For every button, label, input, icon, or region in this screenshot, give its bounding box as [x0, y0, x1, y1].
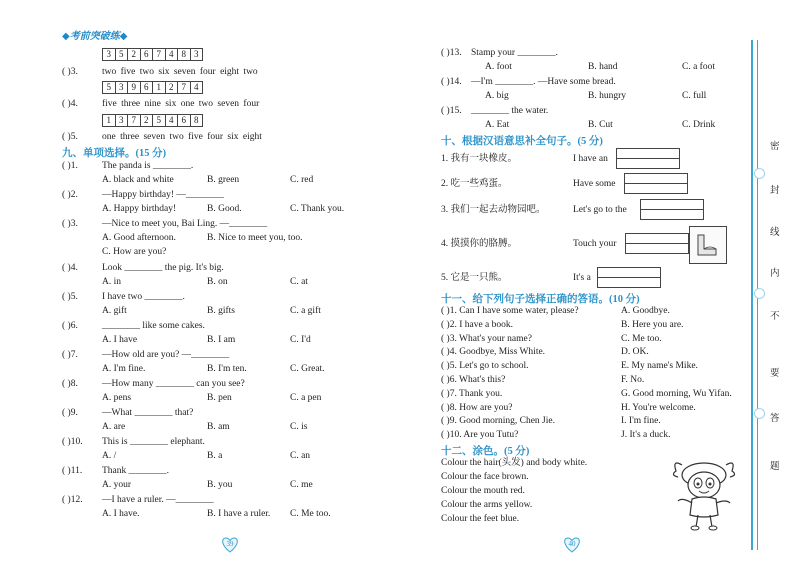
answer-option: B. I am [207, 335, 236, 345]
answer-option: A. / [102, 451, 117, 461]
question-stem: I have two ________. [102, 292, 185, 302]
answer-option: B. gifts [207, 306, 235, 316]
section-title: 十、根据汉语意思补全句子。(5 分) [441, 136, 603, 147]
english-prompt: It's a [573, 273, 591, 283]
question-stem: —How many ________ can you see? [102, 379, 245, 389]
seal-char: 线 [770, 227, 780, 238]
answer-option: C. me [290, 480, 313, 490]
answer-option: C. a pen [290, 393, 322, 403]
answer-option: A. foot [485, 62, 512, 72]
answer-option: A. in [102, 277, 121, 287]
binding-dot [754, 408, 765, 419]
seal-char: 要 [770, 368, 780, 379]
answer-option: C. an [290, 451, 311, 461]
answer-option: C. Thank you. [290, 204, 345, 214]
answer-box[interactable] [616, 148, 680, 169]
question-label: ( )7. [62, 350, 78, 360]
word-sequence: five three nine six one two seven four [102, 99, 260, 109]
question-label: ( )14. [441, 77, 462, 87]
question-label: ( )3. [62, 67, 78, 77]
answer-option: A. pens [102, 393, 132, 403]
question-label: ( )9. [62, 408, 78, 418]
chinese-prompt: 4. 摸摸你的胳膊。 [441, 239, 518, 249]
seal-char: 答 [770, 413, 780, 424]
answer-option: A. Eat [485, 120, 510, 130]
answer-option: A. I have [102, 335, 138, 345]
answer-option: B. hand [588, 62, 618, 72]
answer-option: B. on [207, 277, 228, 287]
seal-char: 封 [770, 185, 780, 196]
match-question: ( )2. I have a book. [441, 319, 514, 330]
match-question: ( )7. Thank you. [441, 388, 503, 399]
colour-instruction: Colour the mouth red. [441, 486, 525, 496]
match-answer: H. You're welcome. [621, 402, 696, 413]
chinese-prompt: 5. 它是一只熊。 [441, 273, 508, 283]
answer-option: A. I have. [102, 509, 140, 519]
match-question: ( )8. How are you? [441, 402, 513, 413]
binding-line [751, 40, 753, 550]
match-answer: A. Goodbye. [621, 306, 670, 316]
match-answer: I. I'm fine. [621, 416, 661, 427]
question-label: ( )13. [441, 48, 462, 58]
section-title: 九、单项选择。(15 分) [62, 148, 167, 159]
match-answer: C. Me too. [621, 333, 662, 344]
match-answer: J. It's a duck. [621, 430, 671, 441]
seal-char: 不 [770, 311, 780, 322]
question-stem: ________ like some cakes. [102, 321, 205, 331]
answer-option: C. is [290, 422, 308, 432]
seal-char: 密 [770, 141, 780, 152]
answer-option: A. Good afternoon. [102, 233, 176, 243]
colour-instruction: Colour the hair(头发) and body white. [441, 458, 588, 468]
match-question: ( )5. Let's go to school. [441, 361, 529, 372]
number-sequence: 1 3 7 2 5 4 6 8 [102, 114, 203, 127]
question-stem: —I'm ________. —Have some bread. [471, 77, 616, 87]
question-label: ( )2. [62, 190, 78, 200]
answer-option: B. Cut [588, 120, 613, 130]
answer-option: B. green [207, 175, 240, 185]
section-title: 十一、给下列句子选择正确的答语。(10 分) [441, 294, 640, 305]
english-prompt: Touch your [573, 239, 617, 249]
answer-option: A. are [102, 422, 126, 432]
word-sequence: one three seven two five four six eight [102, 132, 262, 142]
answer-option: C. Great. [290, 364, 325, 374]
answer-option: C. Me too. [290, 509, 331, 519]
answer-option: A. your [102, 480, 132, 490]
question-label: ( )5. [62, 132, 78, 142]
match-question: ( )1. Can I have some water, please? [441, 306, 579, 316]
chinese-prompt: 3. 我们一起去动物园吧。 [441, 205, 546, 215]
question-stem: —What ________ that? [102, 408, 194, 418]
match-question: ( )4. Goodbye, Miss White. [441, 347, 546, 358]
question-stem: This is ________ elephant. [102, 437, 205, 447]
colour-instruction: Colour the face brown. [441, 472, 529, 482]
question-stem: —I have a ruler. —________ [102, 495, 214, 505]
question-label: ( )15. [441, 106, 462, 116]
seal-char: 内 [770, 268, 780, 279]
answer-box[interactable] [597, 267, 661, 288]
chinese-prompt: 1. 我有一块橡皮。 [441, 154, 518, 164]
question-label: ( )4. [62, 99, 78, 109]
answer-option: C. red [290, 175, 314, 185]
question-stem: Thank ________. [102, 466, 170, 476]
answer-option: C. a gift [290, 306, 321, 316]
english-prompt: Let's go to the [573, 205, 627, 215]
answer-option: C. at [290, 277, 308, 287]
answer-option: A. I'm fine. [102, 364, 146, 374]
section-badge: ◆考前突破练◆ [62, 31, 128, 42]
answer-option: A. big [485, 91, 509, 101]
answer-option: B. I have a ruler. [207, 509, 271, 519]
match-question: ( )10. Are you Tutu? [441, 430, 519, 441]
question-label: ( )1. [62, 161, 78, 171]
question-label: ( )8. [62, 379, 78, 389]
number-sequence: 3 5 2 6 7 4 8 3 [102, 48, 203, 61]
section-title: 十二、涂色。(5 分) [441, 446, 530, 457]
question-label: ( )6. [62, 321, 78, 331]
question-stem: The panda is ________. [102, 161, 194, 171]
question-label: ( )4. [62, 263, 78, 273]
page-number-right: 40 [561, 537, 583, 558]
match-question: ( )3. What's your name? [441, 333, 532, 344]
match-answer: G. Good morning, Wu Yifan. [621, 388, 732, 399]
question-label: ( )10. [62, 437, 83, 447]
answer-option: B. you [207, 480, 233, 490]
match-question: ( )9. Good morning, Chen Jie. [441, 416, 555, 427]
question-label: ( )5. [62, 292, 78, 302]
answer-option: B. hungry [588, 91, 626, 101]
answer-option: B. I'm ten. [207, 364, 247, 374]
question-stem: —How old are you? —________ [102, 350, 230, 360]
english-prompt: I have an [573, 154, 608, 164]
match-answer: F. No. [621, 375, 645, 385]
arm-picture [689, 226, 727, 264]
answer-option: B. Good. [207, 204, 242, 214]
answer-box[interactable] [640, 199, 704, 220]
match-answer: D. OK. [621, 347, 649, 358]
match-answer: E. My name's Mike. [621, 361, 698, 372]
colour-instruction: Colour the feet blue. [441, 514, 520, 524]
chinese-prompt: 2. 吃一些鸡蛋。 [441, 179, 508, 189]
answer-option: A. gift [102, 306, 127, 316]
question-stem: Look ________ the pig. It's big. [102, 263, 224, 273]
answer-option: B. pen [207, 393, 232, 403]
answer-option: A. black and white [102, 175, 174, 185]
match-answer: B. Here you are. [621, 319, 684, 330]
answer-option: C. I'd [290, 335, 311, 345]
answer-option: C. full [682, 91, 707, 101]
question-stem: ________ the water. [471, 106, 549, 116]
seal-char: 题 [770, 461, 780, 472]
question-label: ( )12. [62, 495, 83, 505]
answer-option: B. a [207, 451, 223, 461]
binding-dot [754, 168, 765, 179]
word-sequence: two five two six seven four eight two [102, 67, 258, 77]
arm-icon [690, 227, 726, 263]
answer-box[interactable] [624, 173, 688, 194]
answer-option: C. Drink [682, 120, 716, 130]
question-stem: Stamp your ________. [471, 48, 558, 58]
sheep-illustration [668, 453, 740, 536]
question-label: ( )11. [62, 466, 83, 476]
english-prompt: Have some [573, 179, 616, 189]
question-label: ( )3. [62, 219, 78, 229]
answer-option: B. am [207, 422, 230, 432]
question-stem: —Nice to meet you, Bai Ling. —________ [102, 219, 268, 229]
answer-option: C. a foot [682, 62, 715, 72]
binding-dot [754, 288, 765, 299]
answer-option: A. Happy birthday! [102, 204, 177, 214]
colour-instruction: Colour the arms yellow. [441, 500, 533, 510]
answer-option: C. How are you? [102, 247, 167, 257]
page-number-left: 39 [219, 537, 241, 558]
question-stem: —Happy birthday! —________ [102, 190, 224, 200]
answer-box[interactable] [625, 233, 689, 254]
match-question: ( )6. What's this? [441, 375, 506, 385]
number-sequence: 5 3 9 6 1 2 7 4 [102, 81, 203, 94]
answer-option: B. Nice to meet you, too. [207, 233, 303, 243]
